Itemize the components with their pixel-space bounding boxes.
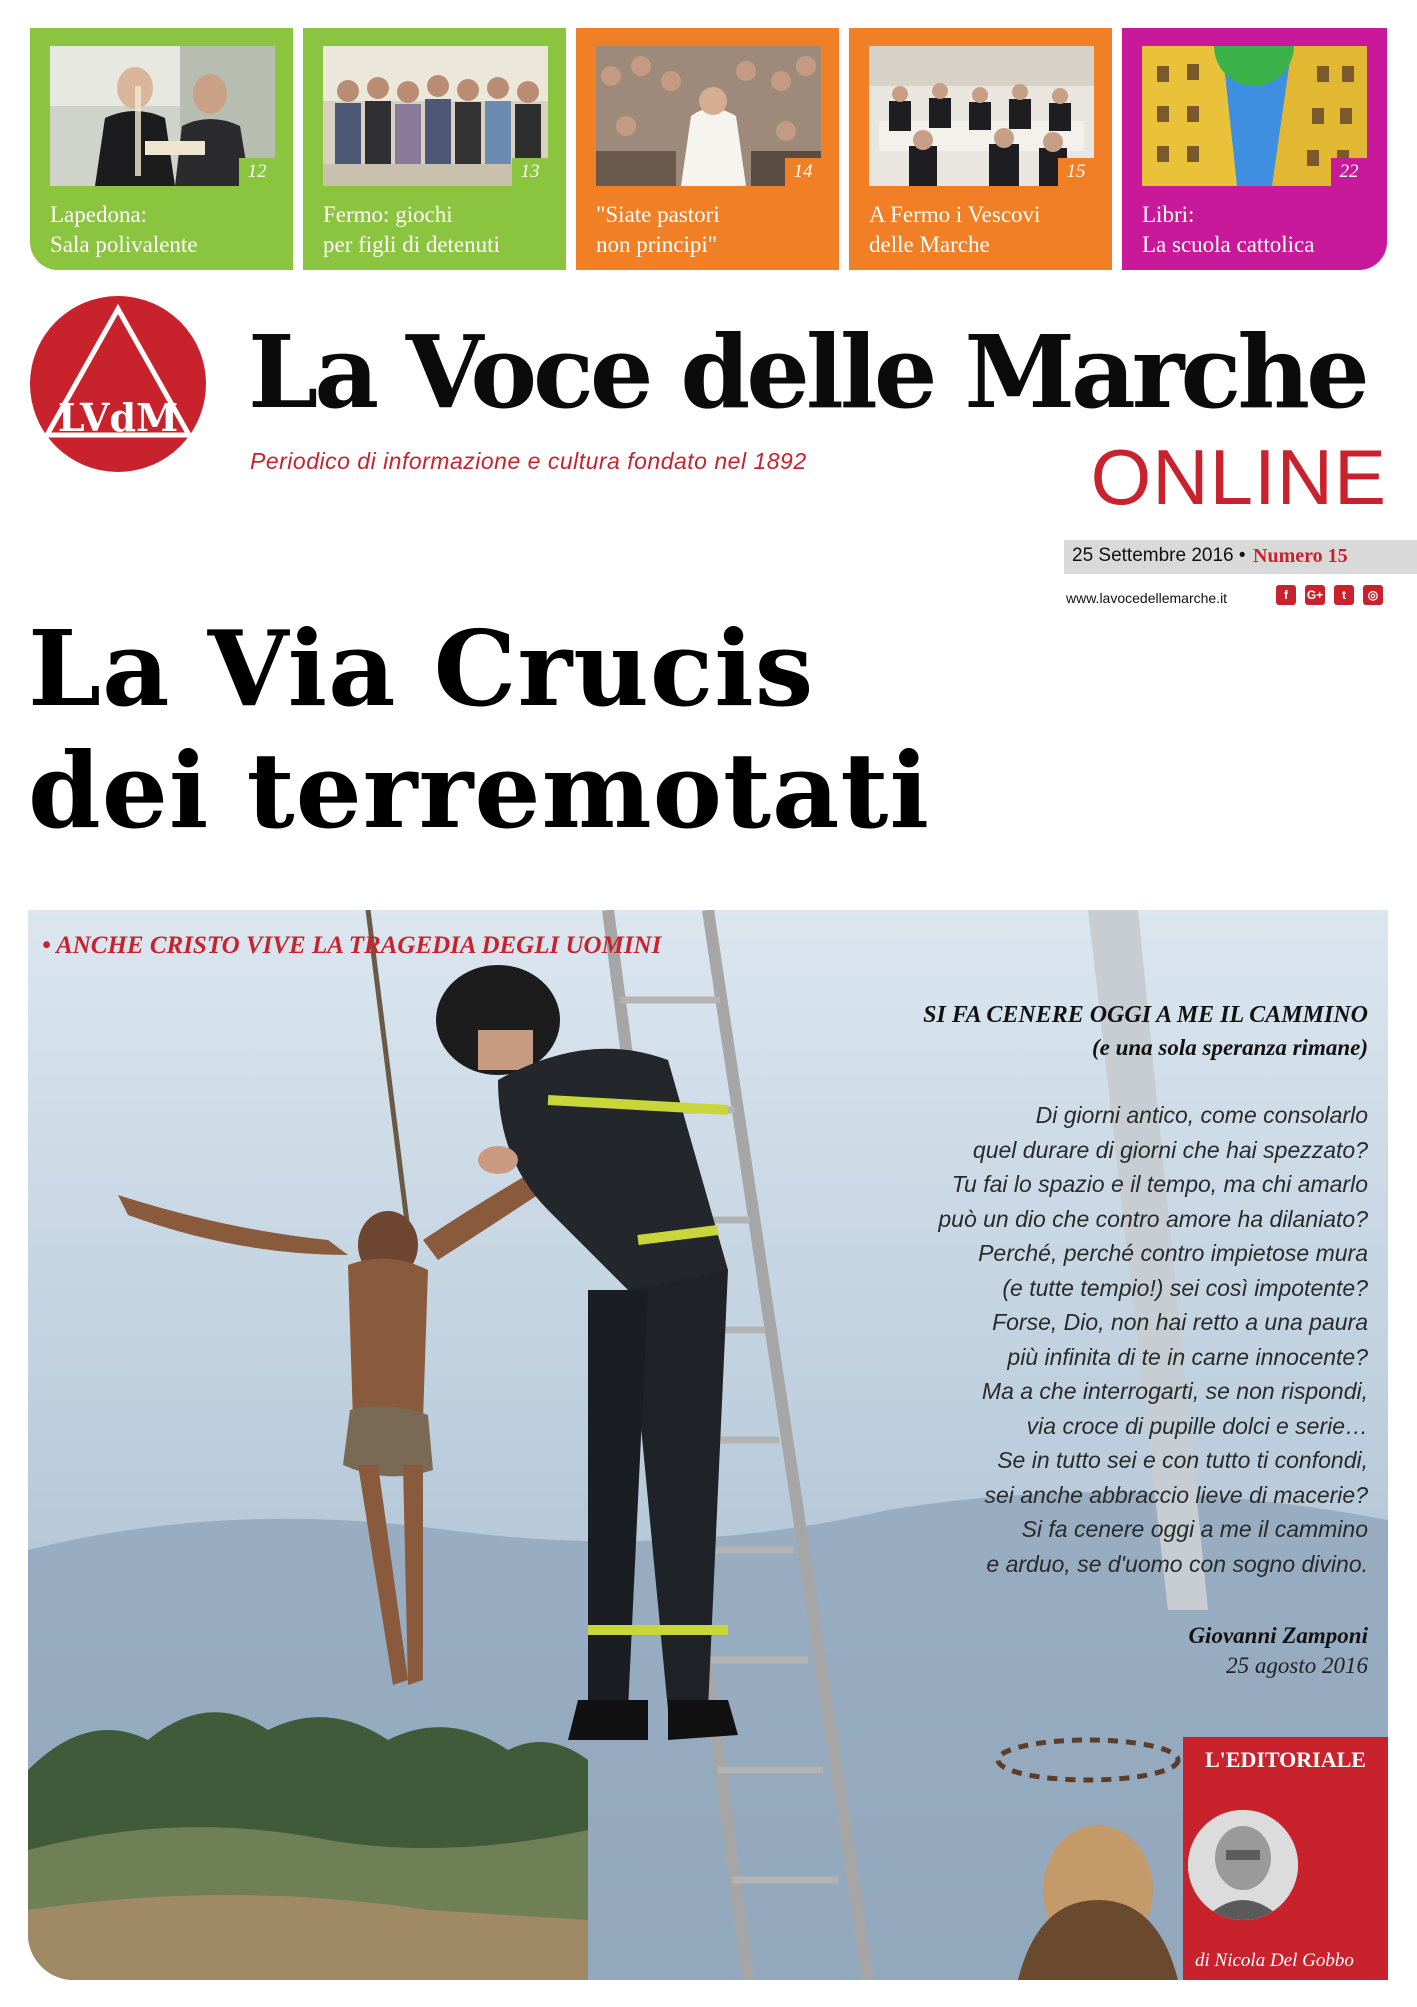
facebook-icon[interactable]: f bbox=[1276, 585, 1296, 605]
poem-body bbox=[728, 1098, 1368, 1581]
main-headline[interactable] bbox=[28, 608, 930, 852]
poem-line: può un dio che contro amore ha dilaniato? bbox=[938, 1205, 1368, 1232]
teaser-vescovi[interactable] bbox=[849, 28, 1112, 270]
teaser-strip bbox=[30, 28, 1387, 270]
teaser-photo bbox=[1142, 46, 1367, 186]
lvdm-logo[interactable] bbox=[29, 295, 207, 473]
teaser-photo bbox=[869, 46, 1094, 186]
poem-author: Giovanni Zamponi bbox=[1188, 1623, 1368, 1648]
poem-date: 25 agosto 2016 bbox=[1226, 1653, 1368, 1678]
page-number: 14 bbox=[785, 158, 821, 186]
editorial-label: L'EDITORIALE bbox=[1205, 1747, 1366, 1772]
poem-line: Se in tutto sei e con tutto ti confondi, bbox=[997, 1447, 1368, 1473]
page-number: 13 bbox=[512, 158, 548, 186]
poem-subtitle: (e una sola speranza rimane) bbox=[1091, 1035, 1368, 1060]
teaser-caption: A Fermo i Vescovi delle Marche bbox=[869, 202, 1041, 257]
poem-title: SI FA CENERE OGGI A ME IL CAMMINO bbox=[923, 1002, 1368, 1028]
page-number: 15 bbox=[1058, 158, 1094, 186]
teaser-siate-pastori[interactable] bbox=[576, 28, 839, 270]
social-links bbox=[1276, 585, 1392, 607]
teaser-photo bbox=[323, 46, 548, 186]
headline-line-1: La Via Crucis bbox=[28, 607, 815, 730]
instagram-icon[interactable]: ◎ bbox=[1363, 585, 1383, 605]
cover-kicker: • ANCHE CRISTO VIVE LA TRAGEDIA DEGLI UOMINI bbox=[42, 932, 662, 959]
page-number: 12 bbox=[239, 158, 275, 186]
website-link[interactable]: www.lavocedellemarche.it bbox=[1066, 590, 1228, 606]
logo-icon bbox=[29, 295, 207, 473]
poem-line: Si fa cenere oggi a me il cammino bbox=[1021, 1516, 1368, 1542]
editorial-author: di Nicola Del Gobbo bbox=[1195, 1950, 1354, 1971]
poem-line: via croce di pupille dolci e serie… bbox=[1026, 1412, 1368, 1439]
masthead-title: La Voce delle Marche bbox=[248, 313, 1366, 431]
page-number: 22 bbox=[1331, 158, 1367, 186]
poem bbox=[728, 998, 1368, 1683]
issue-number: Numero 15 bbox=[1253, 545, 1348, 567]
google-plus-icon[interactable]: G+ bbox=[1305, 585, 1325, 605]
poem-line: Perché, perché contro impietose mura bbox=[978, 1240, 1368, 1266]
issue-date: 25 Settembre 2016 • bbox=[1072, 545, 1246, 566]
masthead-online: ONLINE bbox=[1090, 433, 1387, 521]
poem-line: più infinita di te in carne innocente? bbox=[1007, 1343, 1368, 1370]
editorial-author-avatar bbox=[1188, 1810, 1298, 1920]
poem-line: sei anche abbraccio lieve di macerie? bbox=[984, 1481, 1368, 1508]
teaser-fermo-giochi[interactable] bbox=[303, 28, 566, 270]
headline-line-2: dei terremotati bbox=[28, 729, 930, 852]
logo-text: LVdM bbox=[57, 395, 179, 440]
teaser-lapedona[interactable] bbox=[30, 28, 293, 270]
poem-line: quel durare di giorni che hai spezzato? bbox=[972, 1136, 1368, 1163]
teaser-caption: Fermo: giochi per figli di detenuti bbox=[323, 202, 500, 257]
poem-line: Tu fai lo spazio e il tempo, ma chi amarlo bbox=[951, 1171, 1368, 1197]
teaser-caption: Lapedona: Sala polivalente bbox=[50, 202, 198, 257]
teaser-photo bbox=[596, 46, 821, 186]
poem-line: (e tutte tempio!) sei così impotente? bbox=[1002, 1274, 1368, 1301]
teaser-libri[interactable] bbox=[1122, 28, 1387, 270]
teaser-caption: Libri: La scuola cattolica bbox=[1142, 202, 1315, 257]
poem-line: Ma a che interrogarti, se non rispondi, bbox=[981, 1378, 1368, 1404]
teaser-caption: "Siate pastori non principi" bbox=[596, 202, 720, 257]
twitter-icon[interactable]: t bbox=[1334, 585, 1354, 605]
poem-line: e arduo, se d'uomo con sogno divino. bbox=[986, 1550, 1368, 1577]
masthead-subtitle: Periodico di informazione e cultura fondato nel 1892 bbox=[250, 448, 807, 474]
poem-line: Forse, Dio, non hai retto a una paura bbox=[992, 1309, 1368, 1335]
poem-line: Di giorni antico, come consolarlo bbox=[1035, 1102, 1368, 1128]
teaser-photo bbox=[50, 46, 275, 186]
